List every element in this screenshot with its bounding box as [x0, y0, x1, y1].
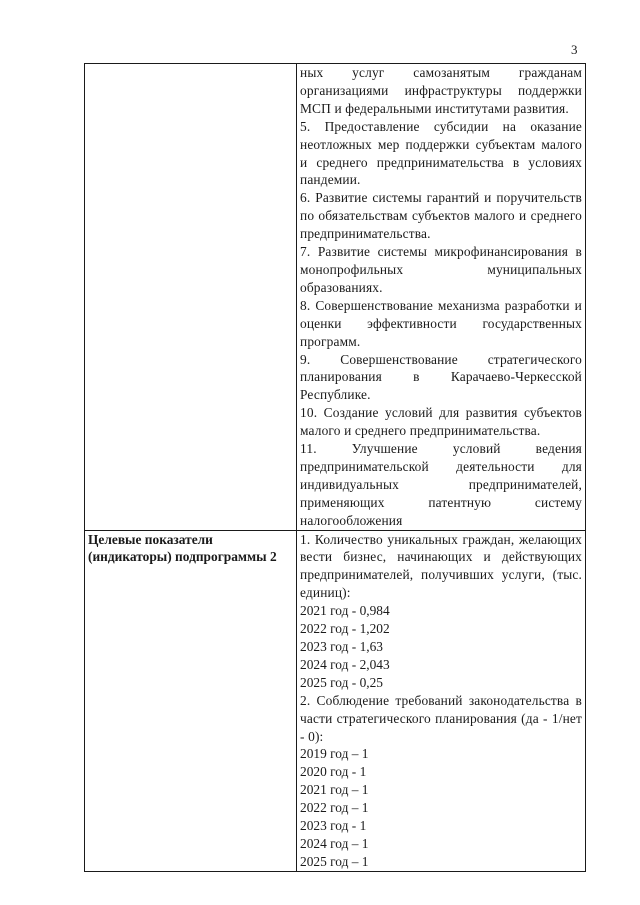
empty-label-cell [85, 64, 297, 531]
list-item: 5. Предоставление субсидии на оказание неотложных мер поддержки субъектам малого и среднего предпринимательства в условиях пандемии. [300, 118, 582, 188]
indicator-value: 2025 год - 0,25 [300, 674, 383, 690]
indicator-value: 2023 год - 1,63 [300, 639, 383, 654]
indicator-value: 2025 год – 1 [300, 853, 369, 869]
page-number: 3 [571, 42, 578, 57]
indicator-value: 2020 год - 1 [300, 764, 367, 780]
indicator-value: 2021 год - 0,984 [300, 603, 390, 619]
indicator-value: 2024 год – 1 [300, 835, 369, 851]
indicator-value: 2024 год - 2,043 [300, 656, 390, 672]
list-item: ных услуг самозанятым гражданам организациями инфраструктуры поддержки МСП и федеральными институтами развития. [300, 65, 582, 116]
list-item: 6. Развитие системы гарантий и поручительств по обязательствам субъектов малого и среднего предпринимательства. [300, 190, 582, 242]
list-item: 9. Совершенствование стратегического планирования в Карачаево-Черкесской Республике. [300, 351, 582, 403]
measures-cell [297, 64, 586, 531]
indicator-value: 2023 год - 1 [300, 818, 367, 834]
document-table [84, 63, 586, 872]
table-row [85, 64, 586, 531]
indicator-value: 2022 год - 1,202 [300, 621, 390, 637]
list-item: 11. Улучшение условий ведения предпринимательской деятельности для индивидуальных предпринимателей, применяющих патентную систему налогообложения [300, 441, 582, 528]
table-row [85, 530, 586, 871]
indicators-label: Целевые показатели (индикаторы) подпрограммы 2 [85, 530, 297, 871]
list-item: 8. Совершенствование механизма разработки и оценки эффективности государственных программ. [300, 297, 582, 349]
indicators-cell [297, 530, 586, 871]
indicator-title: 2. Соблюдение требований законодательства в части стратегического планирования (да - 1/нет - 0): [300, 692, 582, 744]
indicator-value: 2021 год – 1 [300, 782, 369, 798]
list-item: 7. Развитие системы микрофинансирования в монопрофильных муниципальных образованиях. [300, 244, 582, 295]
list-item: 10. Создание условий для развития субъектов малого и среднего предпринимательства. [300, 405, 582, 439]
indicator-value: 2022 год – 1 [300, 800, 369, 816]
indicator-value: 2019 год – 1 [300, 746, 369, 762]
indicator-title: 1. Количество уникальных граждан, желающих вести бизнес, начинающих и действующих предпринимателей, получивших услуги, (тыс. единиц): [300, 531, 582, 601]
